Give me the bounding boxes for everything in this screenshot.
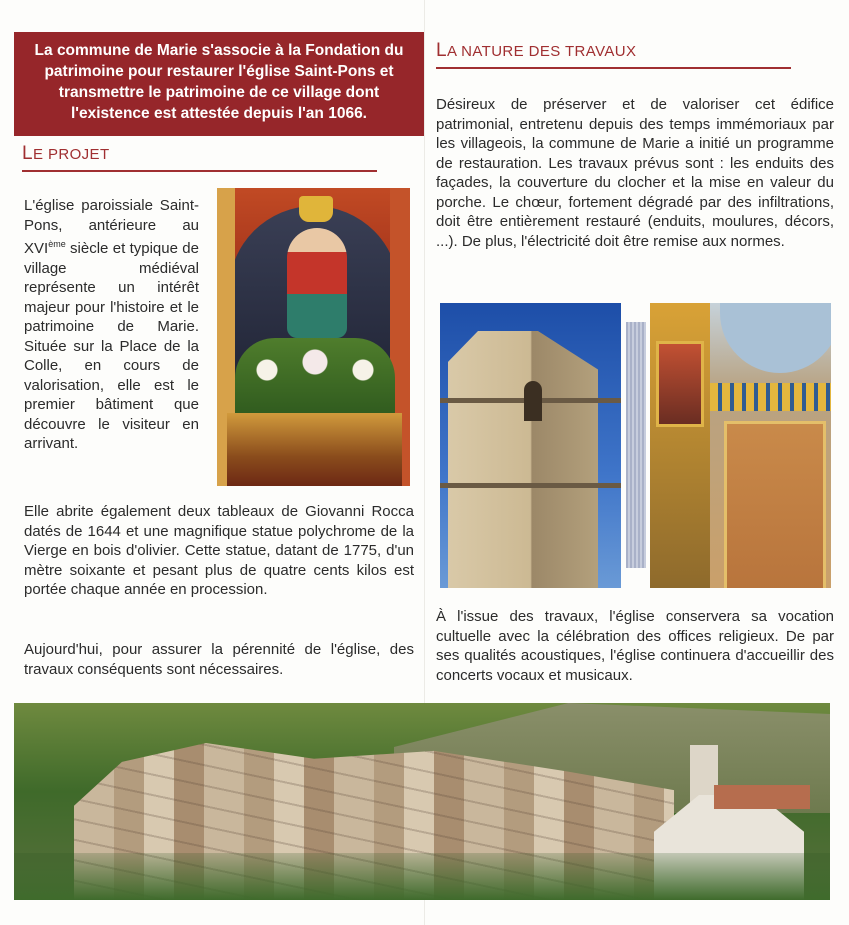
village-panorama-photo bbox=[14, 703, 830, 900]
church-roof bbox=[714, 785, 810, 809]
travaux-heading: LA NATURE DES TRAVAUX bbox=[436, 40, 791, 69]
choir-interior-photo bbox=[650, 303, 831, 588]
intro-text: La commune de Marie s'associe à la Fondation du patrimoine pour restaurer l'église Saint-Pons et transmettre le patrimoine de ce village dont l'existence est attestée depuis l'an 1066. bbox=[34, 42, 404, 122]
gilded-ornament bbox=[710, 383, 831, 411]
photo-spacer bbox=[626, 322, 646, 568]
tower-window bbox=[524, 381, 542, 421]
projet-p1-before: L'église paroissiale Saint-Pons, antérieure au XVI bbox=[24, 197, 199, 257]
travaux-paragraph-1: Désireux de préserver et de valoriser cet édifice patrimonial, entretenu depuis des temps immémoriaux par les villageois, la commune de Marie a initié un programme de restauration. Les travaux prévus sont : les enduits des façades, la couverture du clocher et la mise en valeur du porche. Le chœur, fortement dégradé par des infiltrations, doit être entièrement restauré (enduits, moulures, décors, ...). De plus, l'électricité doit être remise aux normes. bbox=[436, 96, 834, 250]
projet-p1-after: siècle et typique de village médiéval représente un intérêt majeur pour l'histoire et le patrimoine de Marie. Située sur la Place de la Colle, en cours de valorisation, elle est le premier bâtiment que découvre le visiteur en arrivant. bbox=[24, 240, 199, 452]
projet-p1-sup: ème bbox=[48, 239, 66, 249]
projet-heading: LE PROJET bbox=[22, 143, 377, 172]
travaux-paragraph-2: À l'issue des travaux, l'église conservera sa vocation cultuelle avec la célébration des offices religieux. De par ses qualités acoustiques, l'église continuera d'accueillir des concerts vocaux et musicaux. bbox=[436, 608, 834, 684]
painted-vault bbox=[720, 303, 831, 373]
projet-paragraph-2: Elle abrite également deux tableaux de Giovanni Rocca datés de 1644 et une magnifique statue polychrome de la Vierge en bois d'olivier. Cette statue, datant de 1775, d'un mètre soixante et pesant plus de quatre cents kilos est portée chaque année en procession. bbox=[24, 503, 414, 598]
virgin-statue bbox=[287, 228, 347, 338]
projet-paragraph-1 bbox=[24, 196, 199, 454]
choir-wall-panel bbox=[724, 421, 826, 588]
foreground-vegetation bbox=[14, 853, 830, 900]
statue-photo bbox=[217, 188, 410, 486]
statue-base bbox=[227, 413, 402, 486]
bell-tower bbox=[448, 331, 598, 588]
crown bbox=[299, 196, 333, 222]
flower-bouquet bbox=[235, 338, 395, 418]
wall-painting bbox=[656, 341, 704, 427]
bell-tower-photo bbox=[440, 303, 621, 588]
intro-banner bbox=[14, 32, 424, 136]
tower-cornice-2 bbox=[440, 483, 621, 488]
projet-paragraph-3: Aujourd'hui, pour assurer la pérennité de l'église, des travaux conséquents sont nécessaires. bbox=[24, 641, 414, 678]
